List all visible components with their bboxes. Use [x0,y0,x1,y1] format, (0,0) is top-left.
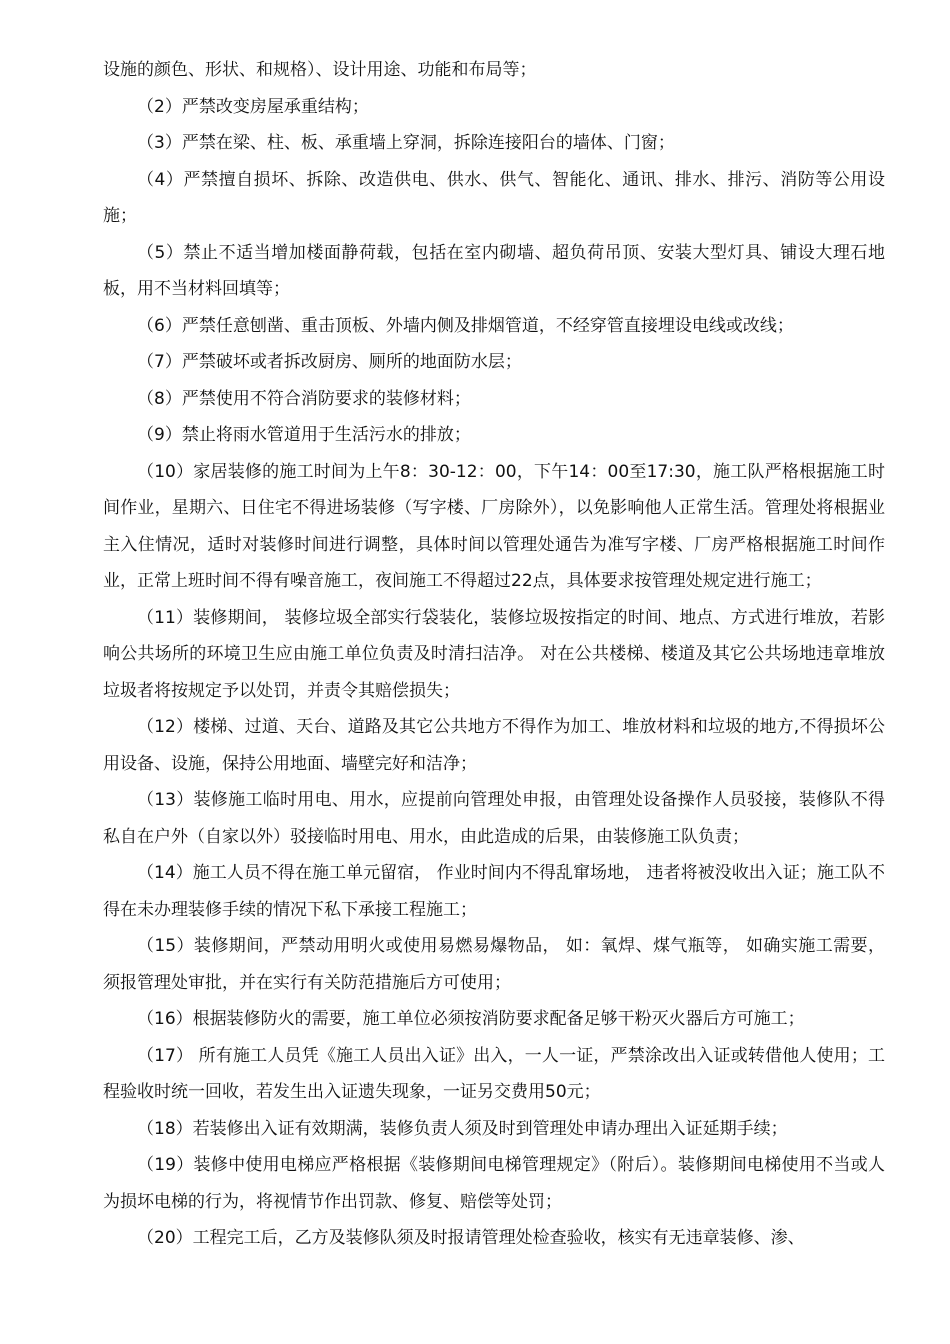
paragraph-item-17: （17） 所有施工人员凭《施工人员出入证》出入，一人一证，严禁涂改出入证或转借他人使用；工程验收时统一回收，若发生出入证遗失现象，一证另交费用50元； [103,1045,885,1102]
paragraph-item-7: （7）严禁破坏或者拆改厨房、厕所的地面防水层； [137,352,522,372]
paragraph-item-20: （20）工程完工后，乙方及装修队须及时报请管理处检查验收，核实有无违章装修、渗、 [137,1228,805,1248]
paragraph-continuation: 设施的颜色、形状、和规格）、设计用途、功能和布局等； [103,60,537,80]
paragraph-item-15: （15）装修期间，严禁动用明火或使用易燃易爆物品， 如：氧焊、煤气瓶等， 如确实施工需要， 须报管理处审批，并在实行有关防范措施后方可使用； [103,936,885,993]
document-body [103,52,885,1257]
paragraph-item-2: （2）严禁改变房屋承重结构； [137,96,369,117]
paragraph-item-19: （19）装修中使用电梯应严格根据《装修期间电梯管理规定》（附后）。装修期间电梯使用不当或人为损坏电梯的行为，将视情节作出罚款、修复、赔偿等处罚； [103,1155,885,1212]
paragraph-item-14: （14）施工人员不得在施工单元留宿， 作业时间内不得乱窜场地， 违者将被没收出入证；施工队不得在未办理装修手续的情况下私下承接工程施工； [103,863,886,920]
paragraph-item-5: （5）禁止不适当增加楼面静荷载，包括在室内砌墙、超负荷吊顶、安装大型灯具、铺设大理石地板，用不当材料回填等； [103,242,885,299]
paragraph-item-8: （8）严禁使用不符合消防要求的装修材料； [137,388,471,409]
paragraph-item-3: （3）严禁在梁、柱、板、承重墙上穿洞，拆除连接阳台的墙体、门窗； [137,133,675,153]
paragraph-item-4: （4）严禁擅自损坏、拆除、改造供电、供水、供气、智能化、通讯、排水、排污、消防等公用设施； [103,169,885,226]
paragraph-item-12: （12）楼梯、过道、天台、道路及其它公共地方不得作为加工、堆放材料和垃圾的地方,不得损坏公用设备、设施，保持公用地面、墙壁完好和洁净； [103,717,885,774]
paragraph-item-16: （16）根据装修防火的需要，施工单位必须按消防要求配备足够干粉灭火器后方可施工； [137,1009,805,1029]
paragraph-item-13: （13）装修施工临时用电、用水，应提前向管理处申报，由管理处设备操作人员驳接，装修队不得私自在户外（自家以外）驳接临时用电、用水，由此造成的后果，由装修施工队负责； [103,790,885,847]
paragraph-item-18: （18）若装修出入证有效期满，装修负责人须及时到管理处申请办理出入证延期手续； [137,1118,788,1139]
paragraph-item-11: （11）装修期间， 装修垃圾全部实行袋装化，装修垃圾按指定的时间、地点、方式进行堆放，若影响公共场所的环境卫生应由施工单位负责及时清扫洁净。 对在公共楼梯、楼道及其它公共场地违章堆放垃圾者将按规定予以处罚，并责令其赔偿损失； [103,607,885,701]
paragraph-item-6: （6）严禁任意刨凿、重击顶板、外墙内侧及排烟管道，不经穿管直接埋设电线或改线； [137,315,794,336]
paragraph-item-9: （9）禁止将雨水管道用于生活污水的排放； [137,425,471,445]
paragraph-item-10: （10）家居装修的施工时间为上午8：30-12：00，下午14：00至17:30，施工队严格根据施工时间作业，星期六、日住宅不得进场装修（写字楼、厂房除外），以免影响他人正常生活。管理处将根据业主入住情况，适时对装修时间进行调整，具体时间以管理处通告为准写字楼、厂房严格根据施工时间作业，正常上班时间不得有噪音施工，夜间施工不得超过22点，具体要求按管理处规定进行施工； [103,461,885,591]
